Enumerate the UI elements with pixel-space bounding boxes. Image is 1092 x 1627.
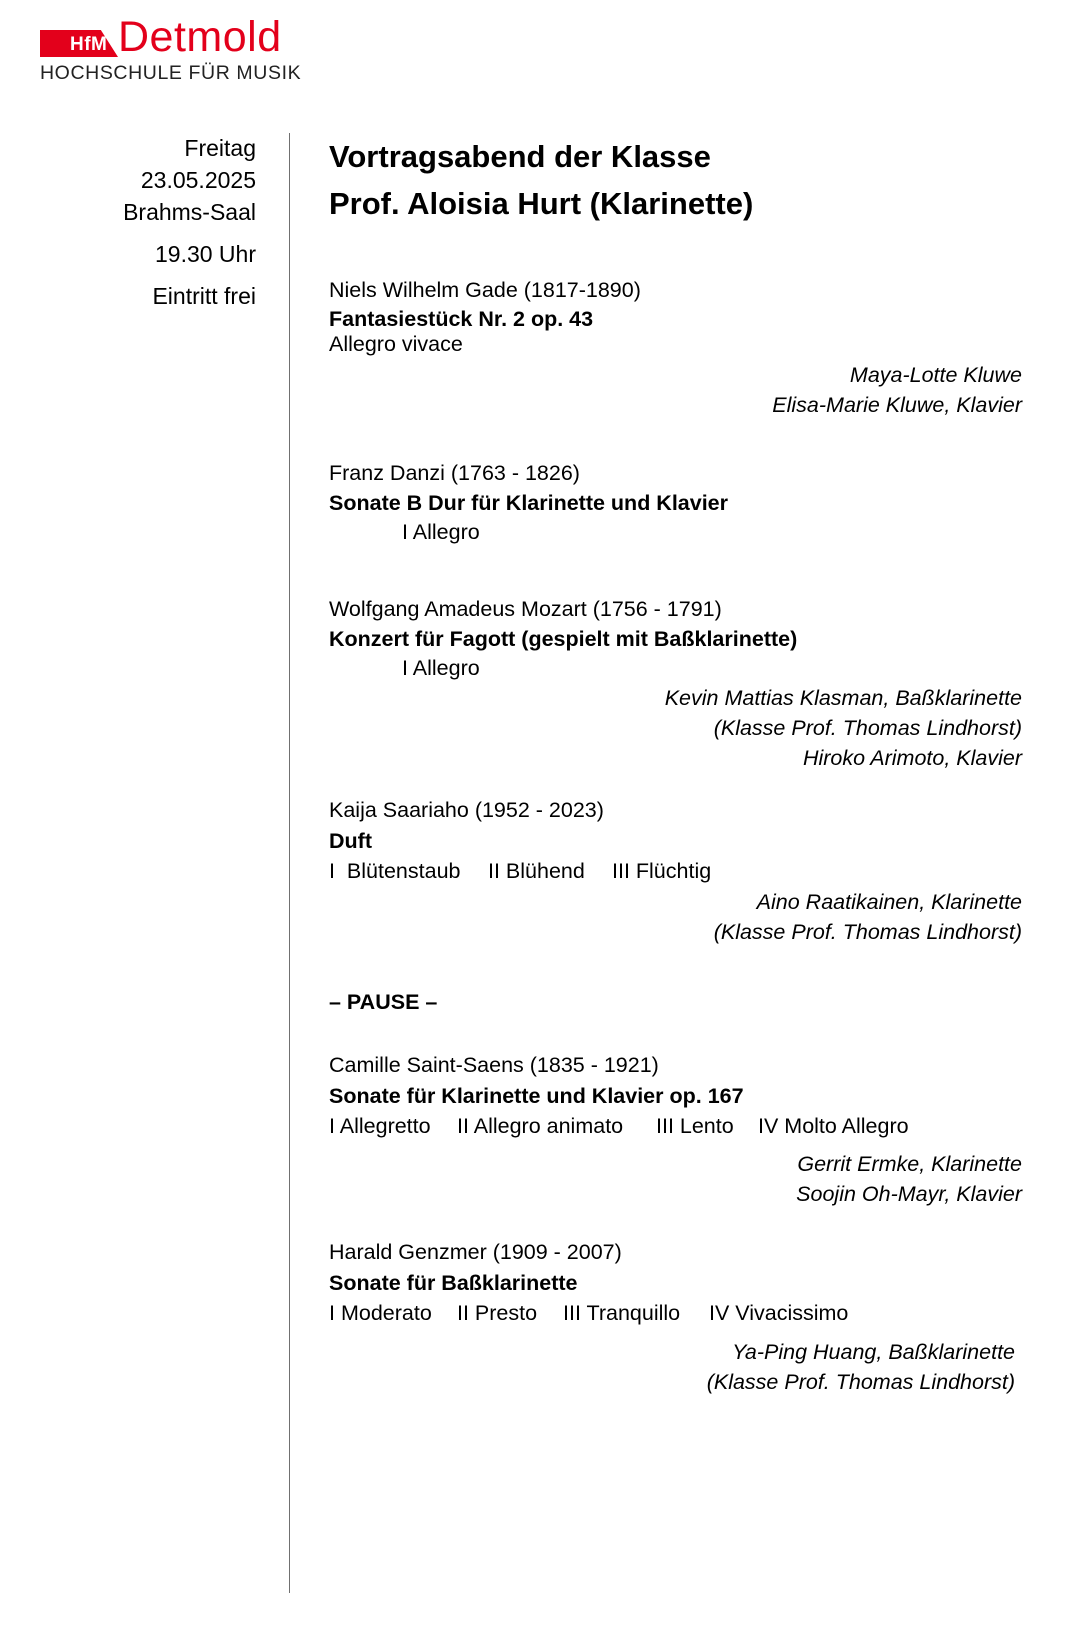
performer: Hiroko Arimoto, Klavier bbox=[802, 746, 1022, 770]
performer: Kevin Mattias Klasman, Baßklarinette bbox=[664, 686, 1022, 710]
performer: Maya-Lotte Kluwe bbox=[849, 363, 1022, 387]
movement: I Allegro bbox=[402, 520, 480, 544]
movement: III Lento bbox=[656, 1114, 734, 1138]
performer: Gerrit Ermke, Klarinette bbox=[797, 1152, 1022, 1176]
movement: III Tranquillo bbox=[563, 1301, 681, 1325]
event-venue: Brahms-Saal bbox=[123, 199, 256, 225]
vertical-divider bbox=[289, 133, 290, 1593]
movement: I Allegretto bbox=[329, 1114, 431, 1138]
event-date: 23.05.2025 bbox=[140, 167, 256, 193]
composer: Niels Wilhelm Gade (1817-1890) bbox=[329, 278, 641, 302]
logo-city: Detmold bbox=[118, 13, 282, 61]
composer: Camille Saint-Saens (1835 - 1921) bbox=[329, 1053, 659, 1077]
performer: Elisa-Marie Kluwe, Klavier bbox=[772, 393, 1022, 417]
event-time: 19.30 Uhr bbox=[154, 241, 256, 267]
work-title: Konzert für Fagott (gespielt mit Baßklarinette) bbox=[329, 627, 798, 651]
intermission: – PAUSE – bbox=[329, 990, 438, 1014]
movement: II Blühend bbox=[488, 859, 585, 883]
performer: Aino Raatikainen, Klarinette bbox=[756, 890, 1022, 914]
composer: Kaija Saariaho (1952 - 2023) bbox=[329, 798, 604, 822]
title-line-1: Vortragsabend der Klasse bbox=[329, 139, 711, 174]
movement: Allegro vivace bbox=[329, 332, 463, 356]
composer: Harald Genzmer (1909 - 2007) bbox=[329, 1240, 622, 1264]
event-admission: Eintritt frei bbox=[152, 283, 256, 309]
performer: Ya-Ping Huang, Baßklarinette bbox=[732, 1340, 1015, 1364]
hfm-detmold-logo bbox=[40, 13, 310, 84]
title-line-2: Prof. Aloisia Hurt (Klarinette) bbox=[329, 186, 754, 221]
work-title: Duft bbox=[329, 829, 372, 853]
performer: (Klasse Prof. Thomas Lindhorst) bbox=[713, 716, 1022, 740]
logo-badge-text: HfM bbox=[70, 34, 108, 55]
movement: III Flüchtig bbox=[612, 859, 712, 883]
movement: IV Molto Allegro bbox=[758, 1114, 909, 1138]
work-title: Sonate für Klarinette und Klavier op. 167 bbox=[329, 1084, 744, 1108]
movement: II Presto bbox=[457, 1301, 538, 1325]
work-title: Fantasiestück Nr. 2 op. 43 bbox=[329, 307, 594, 331]
work-title: Sonate B Dur für Klarinette und Klavier bbox=[329, 491, 729, 515]
composer: Franz Danzi (1763 - 1826) bbox=[329, 461, 580, 485]
page-title bbox=[329, 133, 753, 227]
event-day: Freitag bbox=[184, 135, 256, 161]
movement: II Allegro animato bbox=[457, 1114, 624, 1138]
composer: Wolfgang Amadeus Mozart (1756 - 1791) bbox=[329, 597, 722, 621]
work-title: Sonate für Baßklarinette bbox=[329, 1271, 578, 1295]
movement: I Allegro bbox=[402, 656, 480, 680]
movement: I Moderato bbox=[329, 1301, 432, 1325]
performer: (Klasse Prof. Thomas Lindhorst) bbox=[706, 1370, 1015, 1394]
logo-subtitle: HOCHSCHULE FÜR MUSIK bbox=[40, 62, 302, 84]
performer: Soojin Oh-Mayr, Klavier bbox=[796, 1182, 1022, 1206]
movement: I Blütenstaub bbox=[329, 859, 461, 883]
movement: IV Vivacissimo bbox=[709, 1301, 849, 1325]
performer: (Klasse Prof. Thomas Lindhorst) bbox=[713, 920, 1022, 944]
